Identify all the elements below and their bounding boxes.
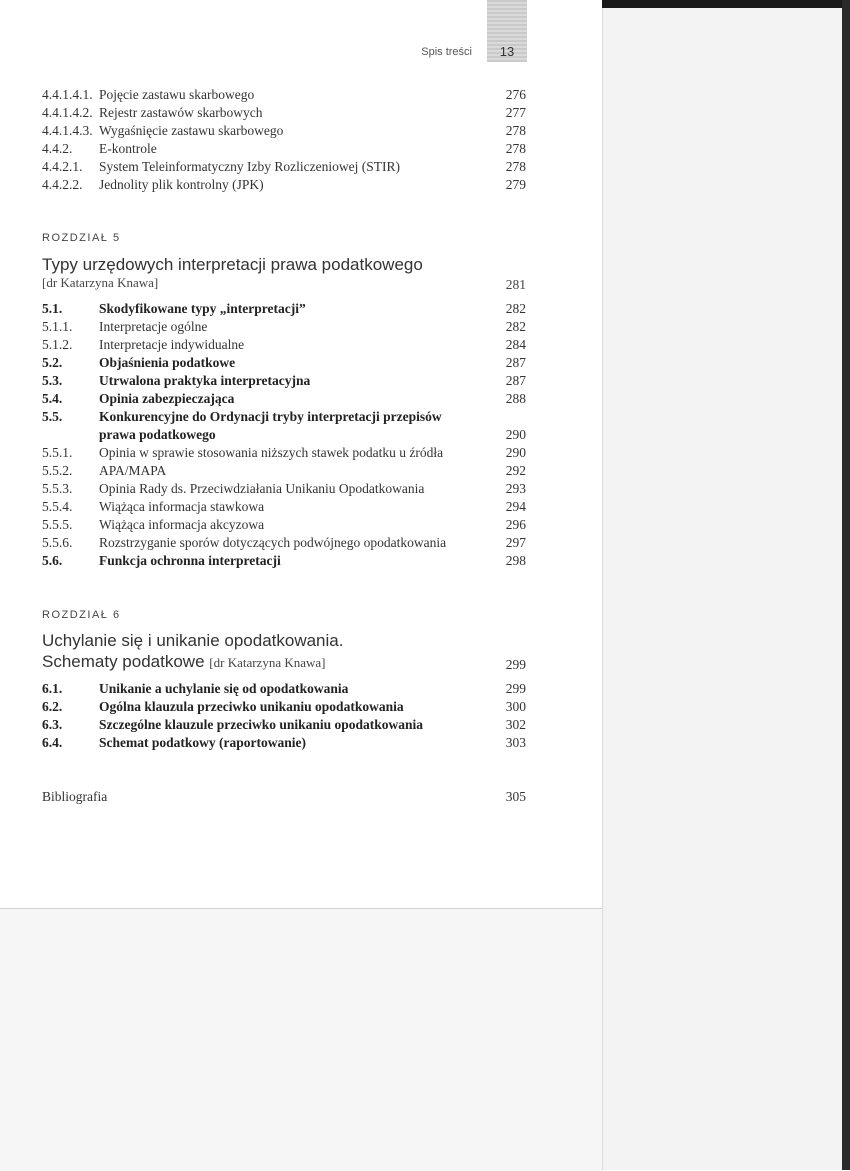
chapter-6-author: [dr Katarzyna Knawa]: [209, 655, 326, 670]
toc-entry: 6.4. Schemat podatkowy (raportowanie) 303: [42, 735, 526, 750]
chapter-5-title: Typy urzędowych interpretacji prawa podatkowego: [42, 255, 423, 274]
scan-background-bottom: [0, 908, 602, 1171]
chapter-6-label: ROZDZIAŁ 6: [42, 609, 121, 621]
chapter-6-title-line-2: Schematy podatkowe: [42, 652, 205, 671]
toc-entry: 5.5.4. Wiążąca informacja stawkowa 294: [42, 499, 526, 514]
scan-edge-top: [602, 0, 850, 8]
toc-bibliography: [42, 789, 526, 807]
chapter-6-title: [42, 630, 526, 673]
toc-entry: 5.1.2. Interpretacje indywidualne 284: [42, 337, 526, 352]
toc-entry: 5.5.6. Rozstrzyganie sporów dotyczących podwójnego opodatkowania 297: [42, 535, 526, 550]
chapter-5-author-line: [42, 275, 526, 293]
page-number: 13: [499, 44, 515, 59]
scan-edge-right: [842, 0, 850, 1170]
toc-entry: 4.4.2.1. System Teleinformatyczny Izby Rozliczeniowej (STIR) 278: [42, 159, 526, 174]
toc-entry: 6.2. Ogólna klauzula przeciwko unikaniu opodatkowania 300: [42, 699, 526, 714]
toc-entry: 5.5.2. APA/MAPA 292: [42, 463, 526, 478]
bibliography-page: 305: [505, 789, 526, 804]
toc-section-6: [42, 680, 526, 752]
toc-entry: 5.1. Skodyfikowane typy „interpretacji” 282: [42, 301, 526, 316]
toc-entry: 4.4.2.2. Jednolity plik kontrolny (JPK) 279: [42, 177, 526, 192]
toc-entry: 5.6. Funkcja ochronna interpretacji 298: [42, 553, 526, 568]
toc-entry: 6.3. Szczególne klauzule przeciwko unikaniu opodatkowania 302: [42, 717, 526, 732]
toc-entry: 4.4.1.4.1. Pojęcie zastawu skarbowego 276: [42, 87, 526, 102]
toc-entry: 6.1. Unikanie a uchylanie się od opodatkowania 299: [42, 681, 526, 696]
chapter-6-page: 299: [505, 657, 526, 672]
toc-section-5: [42, 300, 526, 570]
toc-entry: 4.4.2. E-kontrole 278: [42, 141, 526, 156]
toc-entry: 5.2. Objaśnienia podatkowe 287: [42, 355, 526, 370]
chapter-5-label: ROZDZIAŁ 5: [42, 232, 121, 244]
toc-entry: 5.5.3. Opinia Rady ds. Przeciwdziałania Unikaniu Opodatkowania 293: [42, 481, 526, 496]
chapter-5-page: 281: [505, 277, 526, 292]
toc-entry: 5.4. Opinia zabezpieczająca 288: [42, 391, 526, 406]
toc-entry: 4.4.1.4.3. Wygaśnięcie zastawu skarbowego 278: [42, 123, 526, 138]
bibliography-title: Bibliografia: [42, 789, 108, 804]
toc-entry: 4.4.1.4.2. Rejestr zastawów skarbowych 277: [42, 105, 526, 120]
chapter-6-title-line-1: Uchylanie się i unikanie opodatkowania.: [42, 631, 344, 650]
toc-entry: 5.5.1. Opinia w sprawie stosowania niższych stawek podatku u źródła 290: [42, 445, 526, 460]
toc-section-4: [42, 86, 526, 194]
scan-background-right: [602, 0, 850, 1170]
chapter-6-title-line-2-row: [42, 651, 526, 673]
toc-entry: 5.5.5. Wiążąca informacja akcyzowa 296: [42, 517, 526, 532]
toc-entry: 5.1.1. Interpretacje ogólne 282: [42, 319, 526, 334]
chapter-5-author: [dr Katarzyna Knawa]: [42, 275, 159, 290]
toc-entry: 5.3. Utrwalona praktyka interpretacyjna 287: [42, 373, 526, 388]
toc-entry: 5.5. Konkurencyjne do Ordynacji tryby interpretacji przepisów prawa podatkowego 290: [42, 409, 526, 442]
running-header: Spis treści: [421, 46, 472, 58]
